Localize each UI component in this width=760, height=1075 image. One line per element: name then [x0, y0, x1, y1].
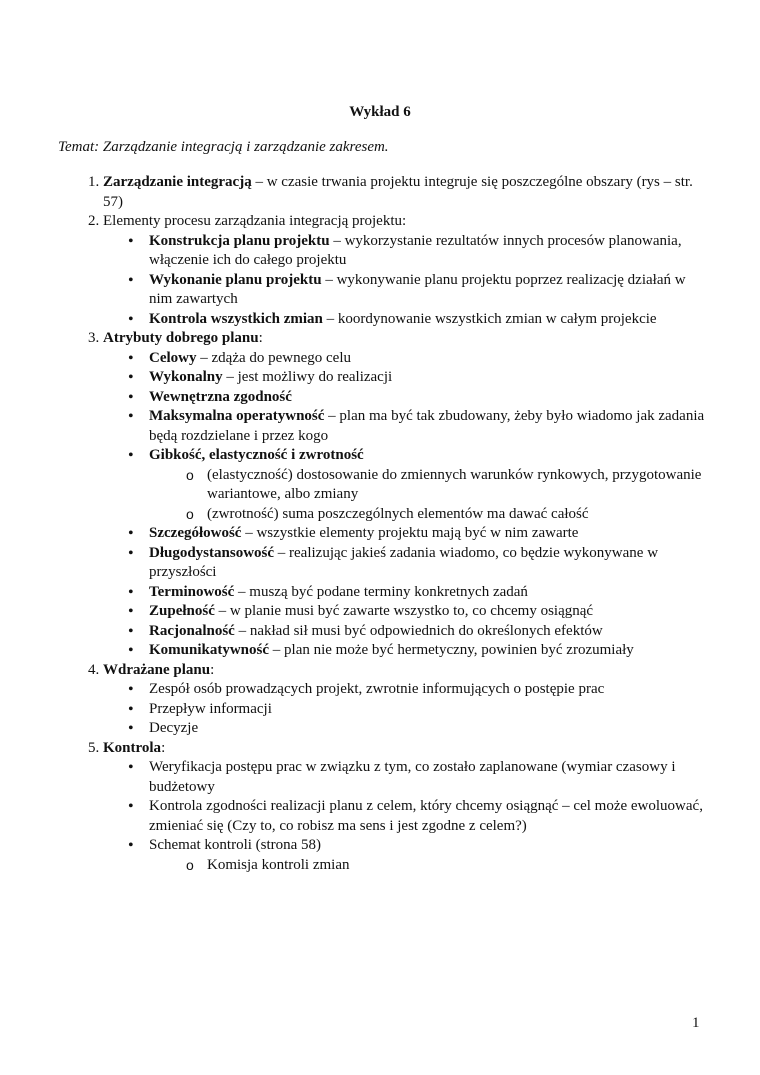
sub-bullet-item: o (zwrotność) suma poszczególnych elementów ma dawać całość — [207, 505, 708, 525]
bullet-list — [103, 232, 708, 330]
item-term: Maksymalna operatywność — [149, 408, 325, 424]
item-text: Weryfikacja postępu prac w związku z tym, co zostało zaplanowane (wymiar czasowy i budżetowy — [149, 759, 676, 795]
bullet-item — [149, 407, 708, 446]
bullet-item — [149, 797, 708, 836]
bullet-item — [149, 583, 708, 603]
bullet-list — [103, 680, 708, 739]
item-term: Zupełność — [149, 603, 215, 619]
item-term: Celowy — [149, 349, 197, 366]
item-term: Racjonalność — [149, 622, 235, 639]
item-term: Kontrola wszystkich zmian — [149, 310, 323, 327]
bullet-item — [149, 622, 708, 642]
bullet-item — [149, 368, 708, 388]
item-text: – plan nie może być hermetyczny, powinien być zrozumiały — [269, 642, 634, 658]
bullet-item — [149, 836, 708, 875]
item-term: Wewnętrzna zgodność — [149, 388, 292, 405]
bullet-item — [149, 349, 708, 369]
item-text: – wykorzystanie rezultatów innych procesów planowania, włączenie ich do całego projektu — [149, 232, 682, 268]
bullet-item — [149, 524, 708, 544]
item-text: Decyzje — [149, 720, 199, 736]
item-text: : — [161, 739, 166, 756]
item-term: Wdrażane planu — [103, 661, 211, 678]
document-body — [58, 173, 708, 875]
numbered-item — [103, 661, 708, 739]
numbered-item — [103, 329, 708, 661]
item-text: – w czasie trwania projektu integruje się poszczególne obszary (rys – str. 57) — [103, 174, 693, 210]
item-term: Terminowość — [149, 583, 235, 600]
bullet-item — [149, 602, 708, 622]
item-text: Schemat kontroli (strona 58) — [149, 837, 322, 853]
item-text: Przepływ informacji — [149, 700, 272, 717]
bullet-item — [149, 680, 708, 700]
sub-bullet-item: o Komisja kontroli zmian — [207, 856, 708, 876]
numbered-list — [58, 173, 708, 875]
sub-bullet-list — [149, 466, 708, 525]
bullet-item — [149, 271, 708, 310]
item-term: Szczegółowość — [149, 525, 242, 541]
item-text: Elementy procesu zarządzania integracją projektu: — [103, 213, 407, 229]
item-text: – jest możliwy do realizacji — [222, 369, 393, 385]
bullet-item — [149, 700, 708, 720]
item-term: Zarządzanie integracją — [103, 174, 252, 190]
item-text: Kontrola zgodności realizacji planu z celem, który chcemy osiągnąć – cel może ewoluować, zmieniać się (Czy to, co robisz ma sens i jest zgodne z celem?) — [149, 798, 703, 834]
bullet-item — [149, 446, 708, 524]
bullet-item — [149, 310, 708, 330]
bullet-item — [149, 388, 708, 408]
item-text: : — [210, 661, 215, 678]
item-term: Komunikatywność — [149, 642, 270, 658]
item-text: – realizując jakieś zadania wiadomo, co będzie wykonywane w przyszłości — [149, 544, 659, 580]
numbered-item — [103, 173, 708, 212]
sub-bullet-item: o (elastyczność) dostosowanie do zmiennych warunków rynkowych, przygotowanie wariantowe, albo zmiany — [207, 466, 708, 505]
page-title: Wykład 6 — [349, 104, 411, 120]
item-text: – w planie musi być zawarte wszystko to, co chcemy osiągnąć — [214, 603, 594, 619]
item-text: Zespół osób prowadzących projekt, zwrotnie informujących o postępie prac — [149, 681, 605, 697]
item-text: – muszą być podane terminy konkretnych zadań — [234, 583, 528, 600]
item-text: – wykonywanie planu projektu poprzez realizację działań w nim zawartych — [149, 271, 686, 307]
bullet-item — [149, 232, 708, 271]
page-number: 1 — [692, 1015, 700, 1031]
item-term: Atrybuty dobrego planu — [103, 330, 259, 346]
item-term: Długodystansowość — [149, 544, 275, 561]
bullet-item — [149, 641, 708, 661]
item-text: : — [258, 330, 263, 346]
sub-bullet-list — [149, 856, 708, 876]
item-text: – zdąża do pewnego celu — [196, 349, 352, 366]
bullet-item — [149, 758, 708, 797]
item-term: Gibkość, elastyczność i zwrotność — [149, 447, 364, 463]
item-text: – koordynowanie wszystkich zmian w całym projekcie — [322, 310, 657, 327]
item-text: – nakład sił musi być odpowiednich do określonych efektów — [234, 622, 603, 639]
item-term: Wykonalny — [149, 369, 223, 385]
item-term: Kontrola — [103, 739, 162, 756]
bullet-list — [103, 758, 708, 875]
bullet-item — [149, 719, 708, 739]
item-text: – plan ma być tak zbudowany, żeby było wiadomo jak zadania będą rozdzielane i przez kogo — [149, 408, 705, 444]
topic-line: Temat: Zarządzanie integracją i zarządzanie zakresem. — [58, 139, 389, 155]
item-text: – wszystkie elementy projektu mają być w nim zawarte — [241, 525, 579, 541]
numbered-item — [103, 739, 708, 876]
bullet-item — [149, 544, 708, 583]
item-term: Wykonanie planu projektu — [149, 271, 322, 288]
numbered-item — [103, 212, 708, 329]
item-term: Konstrukcja planu projektu — [149, 232, 330, 249]
bullet-list — [103, 349, 708, 661]
